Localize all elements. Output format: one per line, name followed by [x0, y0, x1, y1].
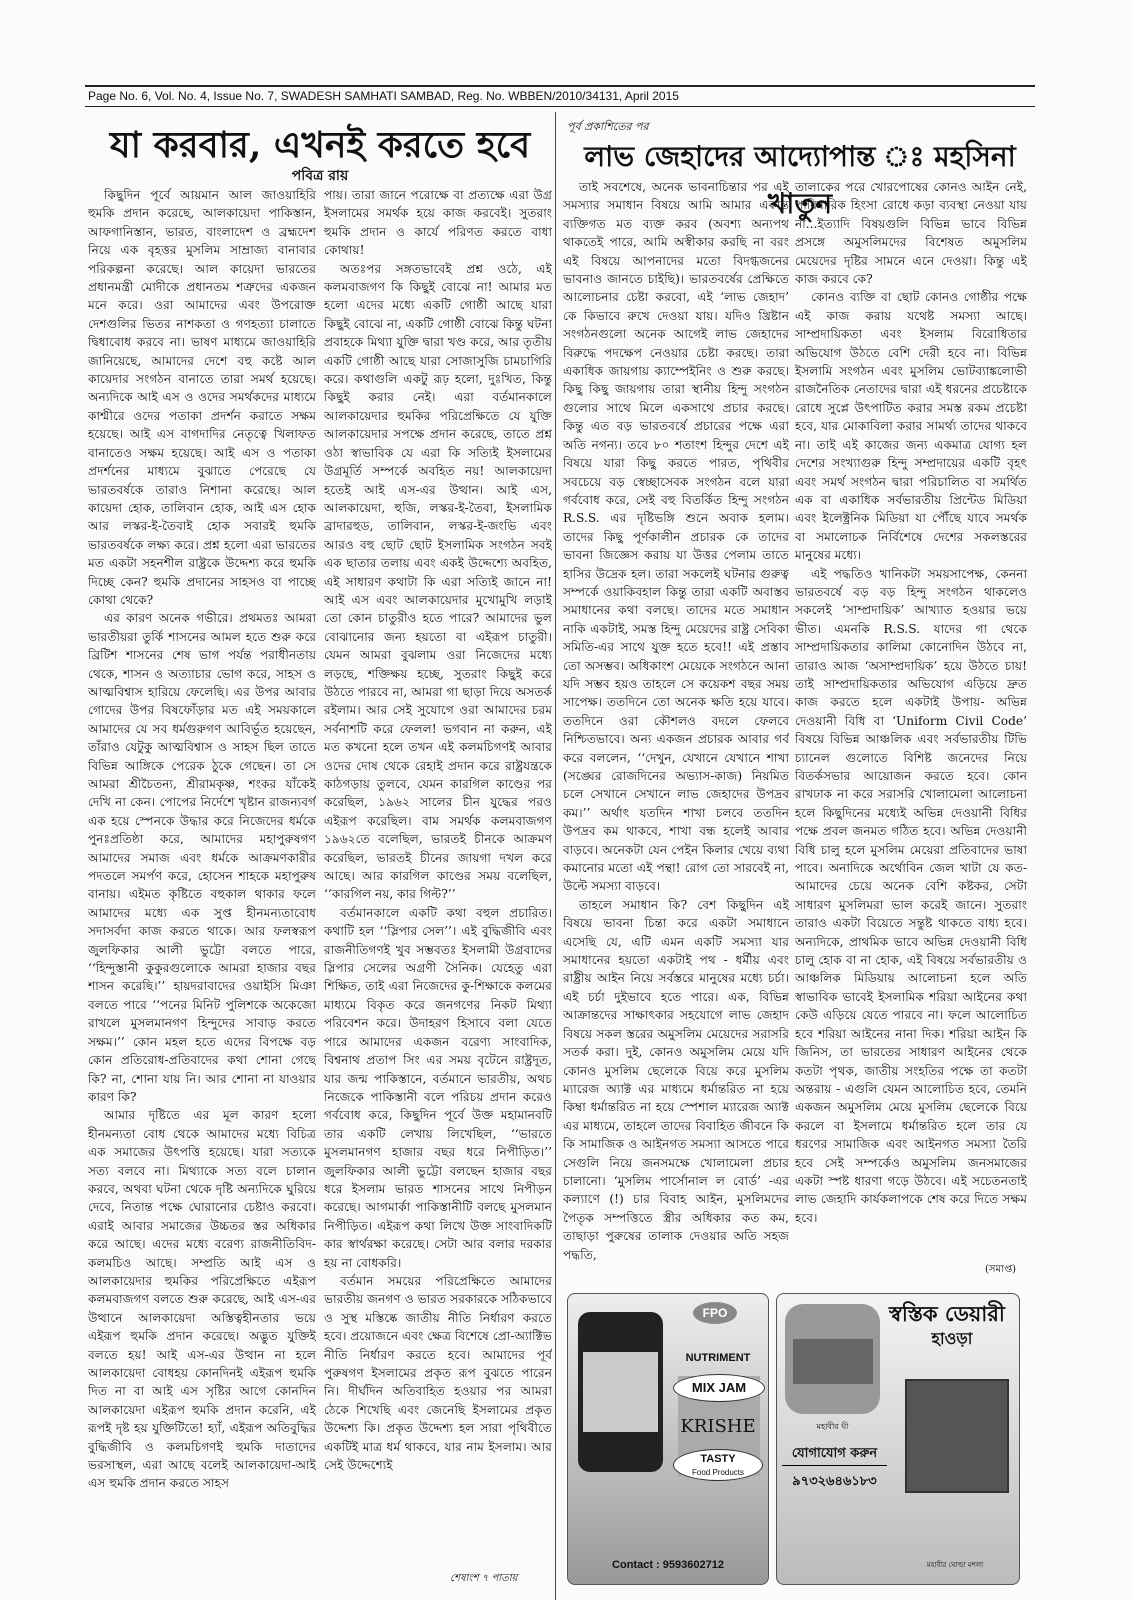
paragraph: তাহলে সমাধান কি? বেশ কিছুদিন এই বিষয়ে ভাবনা চিন্তা করে একটা সমাধানে এসেছি যে, এটি এমন একটি সমস্যা যার সমাধানের হয়তো একটাই পথ - ধর্মীয় এবং রাষ্ট্রীয় আইন নিয়ে সর্বস্তরে মানুষের মধ্যে চর্চা। এই চর্চা দুইভাবে হতে পারে। এক, বিভিন্ন আক্রান্তদের সাক্ষাৎকার সহযোগে লাভ জেহাদ বিষয়ে সকল স্তরের অমুসলিম মেয়েদের সরাসরি সতর্ক করা। দুই, কোনও অমুসলিম মেয়ে যদি কোনও মুসলিম ছেলেকে বিয়ে করে মুসলিম ম্যারেজ অ্যাক্ট এর মাধ্যমে ধর্মান্তরিত না হয়ে কিম্বা ধর্মান্তরিত না হয়ে স্পেশাল ম্যারেজ অ্যাক্ট এর মাধ্যমে, তাহলে তাদের বিবাহিত জীবনে কি কি সামাজিক ও আইনগত সমস্যা আসতে পারে সেগুলি নিয়ে জনসমক্ষে খোলামেলা প্রচার চালানো। ‘মুসলিম পার্সোনাল ল বোর্ড’ -এর কল্যাণে (!) চার বিবাহ আইন, মুসলিমদের পৈতৃক সম্পত্তিতে স্ত্রীর অধিকার কত কম, তাছাড়া পুরুষের তালাক দেওয়ার অতি সহজ পদ্ধতি,	[563, 897, 789, 1262]
article-2-kicker: পূর্ব প্রকাশিতের পর	[567, 120, 649, 133]
product-caption: মহাবীর ঘী	[816, 1422, 849, 1431]
dairy-title: স্বস্তিক ডেয়ারী	[889, 1301, 1005, 1326]
tasty-label	[673, 1449, 763, 1481]
end-mark: (সমাপ্ত)	[985, 1264, 1017, 1275]
swastik-dairy-advertisement	[776, 1293, 1020, 1585]
paragraph: এই পদ্ধতিও খানিকটা সময়সাপেক্ষ, কেননা ভারতবর্ষে বড় বড় হিন্দু সংগঠন থাকলেও সকলেই ‘সাম্প্রদায়িক’ আখ্যাত হওয়ার ভয়ে ভীত। এমনকি R.S.S. যাদের গা থেকে সাম্প্রদায়িকতার কালিমা কোনোদিন উঠবে না, তারাও আজ ‘অসাম্প্রদায়িক’ হয়ে উঠতে চায়! তাই সাম্প্রদায়িকতার অভিযোগ এড়িয়ে দ্রুত কাজ করতে হলে একটাই উপায়- অভিন্ন দেওয়ানী বিধি বা ‘Uniform Civil Code’ বিষয়ে বিভিন্ন আঞ্চলিক এবং সর্বভারতীয় টিভি চ্যানেল গুলোতে বিশিষ্ট জনেদের নিয়ে বিতর্কসভার আয়োজন করতে হবে। কোন রাখঢাক না করে সরাসরি খোলামেলা আলোচনা হলে কিছুদিনের মধ্যেই অভিন্ন দেওয়ানী বিধির পক্ষে প্রবল জনমত গঠিত হবে। অভিন্ন দেওয়ানী বিধি চালু হলে মুসলিম মেয়েরা প্রতিবাদের ভাষা পাবে। অনাদিকে অর্থোবিন জেল খাটা যে কত- আমাদের চেয়ে অনেক বেশি কষ্টকর, সেটা সাধারণ মুসলিমরা ভাল করেই জানে। সুতরাং তারাও একটা বিয়েতে সন্তুষ্ট থাকতে বাধ্য হবে। অন্যদিকে, প্রাথমিক ভাবে অভিন্ন দেওয়ানী বিধি চালু হোক বা না হোক, এই বিষয়ে সর্বভারতীয় ও আঞ্চলিক মিডিয়ায় আলোচনা হলে অতি স্বাভাবিক ভাবেই ইসলামিক শরিয়া আইনের কথা কেউ এড়িয়ে যেতে পারবে না। ফলে আলোচিত হবে শরিয়া আইনের নানা দিক। শরিয়া আইন কি জিনিস, তা ভারতের সাধারণ আইনের থেকে কতটা পৃথক, জাতীয় সংহতির পক্ষে তা কতটা অন্তরায় - এগুলি যেমন আলোচিত হবে, তেমনি একজন অমুসলিম মেয়ে মুসলিম ছেলেকে বিয়ে করলে বা ইসলামে ধর্মান্তরিত হলে তার যে ধরণের সামাজিক এবং আইনগত সমস্যা তৈরি হবে সেই সম্পর্কেও অমুসলিম জনসমাজের একটা স্পষ্ট ধারণা গড়ে উঠবে। এই সচেতনতাই লাভ জেহাদি কার্যকলাপকে শেষ করে দিতে সক্ষম হবে।	[795, 566, 1027, 1225]
article-2-column-1	[563, 178, 789, 1263]
paragraph: এর কারণ অনেক গভীরে। প্রথমতঃ আমরা ভারতীয়রা তুর্কি শাসনের আমল হতে শুরু করে ব্রিটিশ শাসনের শেষ ভাগ পর্যন্ত পরাধীনতায় থেকে, শাসন ও অত্যাচার ভোগ করে, সাহস ও আত্মবিশ্বাস হারিয়ে ফেলেছি। এর উপর আবার গোদের উপর বিষফোঁড়ার মত এই সময়কালে আমাদের যে সব ধর্মগুরুগণ আবির্ভূত হয়েছেন, তাঁরাও যেটুকু আত্মবিশ্বাস ও সাহস ছিল তাতে বিভিন্ন আঙ্গিকে পেরেক ঠুকে গেছেন। তা সে আমরা শ্রীচৈতন্য, শ্রীরামকৃষ্ণ, শংকর যাঁকেই দেখি না কেন। পোপের নির্দেশে খৃষ্টান রাজন্যবর্গ এক হয়ে স্পেনকে উদ্ধার করে নিজেদের ধর্মকে পুনঃপ্রতিষ্ঠা করে, আমাদের মহাপুরুষগণ আমাদের সমাজ এবং ধর্মকে আক্রমণকারীর পদতলে সমর্পণ করে, হোসেন শাহকে মহাপুরুষ বানায়। এইমত কৃষ্টিতে বহুকাল থাকার ফলে আমাদের মধ্যে এক সুপ্ত হীনমন্যতাবোধ সদাসর্বদা কাজ করতে থাকে। আর ফলস্বরূপ জুলফিকার আলী ভুট্টো বলতে পারে, ‘‘হিন্দুস্তানী কুকুরগুলোকে আমরা হাজার বছর শাসন করেছি।’’ হায়দরাবাদের ওয়াইসি মিঞা বলতে পারে ‘‘পনের মিনিট পুলিশকে অকেজো রাখলে মুসলমানগণ হিন্দুদের সাবাড় করতে সক্ষম।’’ কোন মহল হতে এদের বিপক্ষে বড় কোন প্রতিরোধ-প্রতিবাদের কথা শোনা গেছে কি? না, শোনা যায় নি। আর শোনা না যাওয়ার কারণ কি?	[88, 611, 316, 1104]
tasty-text: TASTY	[700, 1453, 736, 1465]
paragraph: কিছুদিন পূর্বে আয়মান আল জাওয়াহিরি হুমকি প্রদান করেছে, আলকায়েদা পাকিস্তান, আফগানিস্তান, ভারত, বাংলাদেশ ও ব্রহ্মদেশ নিয়ে এক বৃহত্তর মুসলিম সাম্রাজ্য বানাবার পরিকল্পনা করেছে। আল কায়েদা ভারতের প্রধানমন্ত্রী মোদীকে প্রধানতম শত্রুদের একজন মনে করে। ওরা আমাদের এবং উপরোক্ত দেশগুলির ভিতর নাশকতা ও গণহত্যা চালাতে দ্বিধাবোধ করবে না। ভাষণ মাধ্যমে জাওয়াহিরি জানিয়েছে, আমাদের দেশে বহু কষ্টে আল কায়েদার সংগঠন বানাতে তারা সমর্থ হয়েছে। অন্যদিকে আই এস ও ওদের সমর্থকদের মাধ্যমে কাশ্মীরে ওদের পতাকা প্রদর্শন করাতে সক্ষম হয়েছে। আই এস বাগদাদির নেতৃত্বে খিলাফত বানাতেও সক্ষম হয়েছে। আই এস ও পতাকা প্রদর্শনের মাধ্যমে বুঝাতে পেরেছে যে ভারতবর্ষকে তারাও নিশানা করেছে। আল কায়েদা হোক, তালিবান হোক, আই এস হোক আর লস্কর-ই-তৈবাই হোক সবারই হুমকি ভারতবর্ষকে লক্ষ্য করে। প্রশ্ন হলো এরা ভারতের মত একটা সহনশীল রাষ্ট্রকে উদ্দেশ্য করে হুমকি দিচ্ছে কেন? হুমকি প্রদানের সাহসও বা পাচ্ছে কোথা থেকে?	[88, 188, 316, 607]
article-1-headline: যা করবার, এখনই করতে হবে	[109, 124, 531, 166]
paragraph: পায়। তারা জানে পরোক্ষে বা প্রত্যক্ষে এরা উগ্র ইসলামের সমর্থক হয়ে কাজ করবেই। সুতরাং হুমকি প্রদান ও কার্যে পরিণত করতে বাধা কোথায়!	[324, 188, 552, 258]
article-2-column-2	[795, 178, 1027, 1263]
nutriment-label: NUTRIMENT	[685, 1352, 751, 1364]
paragraph: বর্তমান সময়ের পরিপ্রেক্ষিতে আমাদের ভারতীয় জনগণ ও ভারত সরকারকে সঠিকভাবে ও সুস্থ মস্তিষ্কে জাতীয় নীতি নির্ধারণ করতে হবে। প্রয়োজনে এবং ক্ষেত্র বিশেষে প্রো-অ্যাক্টিভ নীতি নির্ধারণ করতে হবে। আমাদের পূর্ব পুরুষগণ ইসলামের প্রকৃত রূপ বুঝতে পারেন নি। দীর্ঘদিন অতিবাহিত হওয়ার পর আমরা ঠেকে শিখেছি এবং জেনেছি ইসলামের প্রকৃত উদ্দেশ্য কি। প্রকৃত উদ্দেশ্য হল সারা পৃথিবীতে একটিই মাত্র ধর্ম থাকবে, যার নাম ইসলাম। আর সেই উদ্দেশ্যেই	[324, 1273, 552, 1473]
paragraph: বর্তমানকালে একটি কথা বহুল প্রচারিত। কথাটি হল ‘‘স্লিপার সেল’’। এই বুদ্ধিজীবি এবং রাজনীতিগণই খুব সম্ভবতঃ ইসলামী উগ্রবাদের স্লিপার সেলের অগ্রণী সৈনিক। যেহেতু এরা শিক্ষিত, তাই এরা নিজেদের কু-শিক্ষাকে কলমের মাধ্যমে বিকৃত করে জনগণের নিকট মিথ্যা পরিবেশন করে। উদাহরণ হিসাবে বলা যেতে পারে আমাদের একজন বরেণ্য সাংবাদিক, বিশ্বনাথ প্রতাপ সিং এর সময় বৃটেনে রাষ্ট্রদূত, যার জন্ম পাকিস্তানে, বর্তমানে ভারতীয়, অথচ নিজেকে পাকিস্তানী বলে পরিচয় প্রদান করেও গর্ববোধ করে, কিছুদিন পূর্বে উক্ত মহামানবটি তার একটি লেখায় লিখেছিল, ‘‘ভারতে মুসলমানগণ হাজার বছর ধরে নিপীড়িত।’’ জুলফিকার আলী ভুট্টো বলছেন হাজার বছর ধরে ইসলাম ভারত শাসনের সাথে নিপীড়ন করেছে। আগমার্কা পাকিস্তানীটি বলছে মুসলমান নিপীড়িত। এইরূপ কথা লিখে উক্ত সাংবাদিকটি কার স্বার্থরক্ষা করেছে। সেটা আর বলার দরকার হয় না বোধকরি।	[324, 905, 552, 1270]
ad-contact: Contact : 9593602712	[612, 1559, 724, 1571]
paragraph: কোনও ব্যক্তি বা ছোট কোনও গোষ্ঠীর পক্ষে এই কাজ করায় যথেষ্ট সমস্যা আছে। সাম্প্রদায়িকতা এবং ইসলাম বিরোধিতার অভিযোগ উঠতে বেশি দেরী হবে না। বিভিন্ন ইসলামি সংগঠন এবং মুসলিম ভোটব্যাঙ্কলোভী রাজনৈতিক নেতাদের দ্বারা এই ধরনের প্রচেষ্টাকে রোধে সুপ্লে উৎপাটিত করার সমস্ত রকম প্রচেষ্টা হবে, যার মোকাবিলা করার সামর্থ্য তাদের থাকবে না। তাই এই কাজের জন্য একমাত্র যোগ্য হল দেশের সংখ্যাগুরু হিন্দু সম্প্রদায়ের একটি বৃহৎ এবং সমর্থ সংগঠন দ্বারা পরিচালিত বা সমর্থিত এক বা একাধিক সর্বভারতীয় প্রিন্টেড মিডিয়া এবং ইলেক্ট্রনিক মিডিয়া যা পৌঁছে যাবে সমর্থক বা সমালোচক নির্বিশেষে দেশের সকলস্তরের মানুষের মধ্যে।	[795, 290, 1027, 563]
paragraph: অতঃপর সঙ্গতভাবেই প্রশ্ন ওঠে, এই কলমবাজগণ কি কিছুই বোঝে না! আমার মত হলো এদের মধ্যে একটি গোষ্ঠী আছে যারা কিছুই বোঝে না, একটি গোষ্ঠী বোঝে কিন্তু ঘটনা প্রবাহকে মিথ্যা যুক্তি দ্বারা খণ্ড করে, আর তৃতীয় একটি গোষ্ঠী আছে যারা সোজাসুজি চামচাগিরি করে। কথাগুলি একটু রূঢ় হলো, দুঃখিত, কিন্তু কিছুই করার নেই। এরা বর্তমানকালে আলকায়েদার হুমকির পরিপ্রেক্ষিতে যে যুক্তি আলকায়েদার সপক্ষে প্রদান করেছে, তাতে প্রশ্ন ওঠা স্বাভাবিক যে এরা কি সত্যিই ইসলামের উগ্রমূর্তি সম্পর্কে অবহিত নয়! আলকায়েদা হতেই আই এস-এর উত্থান। আই এস, আলকায়েদা, হুজি, লস্কর-ই-তৈবা, ইসলামিক ব্রাদারহুড, তালিবান, লস্কর-ই-জংভি এবং আরও বহু ছোট ছোট ইসলামিক সংগঠন সবই এক ছাতার তলায় এবং একই উদ্দেশ্যে অবহিত, এই সাধারণ কথাটা কি এরা সত্যিই জানে না! আই এস এবং আলকায়েদার মুখোমুখি লড়াই তো কোন চাতুরীও হতে পারে? আমাদের ভুল বোঝানোর জন্য হয়তো বা এইরূপ চাতুরী। যেমন আমরা বুঝলাম ওরা নিজেদের মধ্যে লড়ছে, শক্তিক্ষয় হচ্ছে, সুতরাং কিছুই করে উঠতে পারবে না, আমরা গা ছাড়া দিয়ে অসতর্ক রইলাম। আর সেই সুযোগে ওরা আমাদের চরম সর্বনাশটি করে ফেলল! ভগবান না করুন, এই মত কখনো হলে তখন এই কলমচিগণই আবার ওদের দোষ থেকে রেহাই প্রদান করে রাষ্ট্রযন্ত্রকে কাঠগড়ায় তুলবে, যেমন কারগিল কাণ্ডের পর করেছিল, ১৯৬২ সালের চীন যুদ্ধের পরও এইরূপ করেছিল। বাম সমর্থক কলমবাজগণ ১৯৬২তে বলেছিল, ভারতই চীনকে আক্রমণ করেছিল, ভারতই চীনের জায়গা দখল করে আছে। আর কারগিল কাণ্ডের সময় বলেছিল, ‘‘কারগিল নয়, কার গিল্ট?’’	[324, 261, 552, 902]
krishe-brand: KRISHE	[680, 1416, 756, 1437]
mix-jam-label: MIX JAM	[673, 1374, 765, 1402]
dairy-phone: ৯৭৩২৬৪৬১৮৩	[792, 1474, 877, 1489]
article-1-column-1	[88, 186, 316, 1586]
jam-jar-image	[578, 1312, 663, 1472]
article-2-headline: লাভ জেহাদের আদ্যোপান্ত ঃ মহসিনা খাতুন	[584, 140, 1016, 220]
continued-note: শেষাংশ ৭ পাতায়	[450, 1573, 518, 1584]
contact-label: যোগাযোগ করুন	[782, 1444, 887, 1466]
column-divider	[555, 112, 556, 1600]
article-1-byline: পবিত্র রায়	[291, 168, 349, 184]
paragraph: তালাকের পরে খোরপোষের কোনও আইন নেই, পারিবারিক হিংসা রোধে কড়া ব্যবস্থা নেওয়া যায় না...ইত্যাদি বিষয়গুলি বিভিন্ন ভাবে বিভিন্ন প্রসঙ্গে অমুসলিমদের বিশেষত অমুসলিম মেয়েদের দৃষ্টির সামনে এনে দেওয়া। কিন্তু এই কাজ করবে কে?	[795, 180, 1027, 287]
paragraph: তাই সবশেষে, অনেক ভাবনাচিন্তার পর এই সমস্যার সমাধান বিষয়ে আমি আমার একান্ত ব্যক্তিগত মত ব্যক্ত করব (অবশ্য অন্যপথ থাকতেই পারে, আমি অস্বীকার করছি না বরং এই বিষয়ে আপনাদের মতো বিদগ্ধজনের ভাবনাও জানতে চাইছি)। ভারতবর্ষের প্রেক্ষিতে আলোচনার চেষ্টা করবো, এই ‘লাভ জেহাদ’ কে কিভাবে রুখে দেওয়া যায়। যদিও খ্রিষ্টান সংগঠনগুলো অনেক আগেই লাভ জেহাদের বিরুদ্ধে পদক্ষেপ নেওয়ার চেষ্টা করছে। তারা একাধিক জায়গায় ক্যাম্পেইনিং ও শুরু করছে। কিছু কিছু জায়গায় তারা স্থানীয় হিন্দু সংগঠন গুলোর সাথে মিলে একসাথে প্রচার করছে। কিন্তু এত বড় ভারতবর্ষে প্রচারের পক্ষে এরা অতি নগন্য। তবে ৮০ শতাংশ হিন্দুর দেশে এই বিষয়ে যারা কিছু করতে পারত, পৃথিবীর সবচেয়ে বড় স্বেচ্ছাসেবক সংগঠন বলে যারা গর্ববোধ করে, সেই বহু বিতর্কিত হিন্দু সংগঠন R.S.S. এর দৃষ্টিভঙ্গি শুনে অবাক হলাম। তাদের কিছু পূর্ণকালীন প্রচারক কে তাদের ভাবনা জিজ্ঞেস করায় যা উত্তর পেলাম তাতে হাসির উদ্রেক হল। তারা সকলেই ঘটনার গুরুত্ব সম্পর্কে ওয়াকিবহাল কিন্তু তারা একটি অবাস্তব সমাধানের কথা বলছে। তাদের মতে সমাধান নাকি একটাই, সমস্ত হিন্দু মেয়েদের রাষ্ট্র সেবিকা সমিতি-এর সাথে যুক্ত হতে হবে!! এই প্রস্তাব তো অসম্ভব। অধিকাংশ মেয়েকে সংগঠনে আনা যদি সম্ভব হয়ও তাহলে সে কয়েকশ বছর সময় সাপেক্ষ। ততদিনে তো অনেক ক্ষতি হয়ে যাবে। ততদিনে ওরা কৌশলও বদলে ফেলবে নিশ্চিতভাবে। অন্য একজন প্রচারক আবার গর্ব করে বললেন, ‘‘দেখুন, যেখানে যেখানে শাখা (সঙ্ঘের রোজদিনের অভ্যাস-কাজ) নিয়মিত চলে সেখানে সেখানে লাভ জেহাদের উপদ্রব কম।’’ অর্থাৎ যতদিন শাখা চলবে ততদিন উপদ্রব কম থাকবে, শাখা বন্ধ হলেই আবার বাড়বে। অনেকটা যেন পেইন কিলার খেয়ে ব্যথা কমানোর মতো এই পন্থা! রোগ তো সারবেই না, উল্টে সমস্যা বাড়বে।	[563, 180, 789, 894]
krishe-jam-advertisement	[567, 1293, 769, 1585]
header-rule	[85, 106, 1035, 107]
spice-box-image	[905, 1379, 1009, 1493]
food-products-text: Food Products	[691, 1468, 745, 1477]
fpo-badge: FPO	[693, 1302, 737, 1324]
page-info-line: Page No. 6, Vol. No. 4, Issue No. 7, SWADESH SAMHATI SAMBAD, Reg. No. WBBEN/2010/34131, April 2015	[88, 89, 679, 103]
article-1-column-2	[324, 186, 552, 1586]
ghee-jar-image	[785, 1304, 880, 1414]
dairy-place: হাওড়া	[931, 1329, 973, 1348]
top-rule	[85, 85, 1035, 87]
paragraph: আমার দৃষ্টিতে এর মূল কারণ হলো হীনমন্যতা বোধ থেকে আমাদের মধ্যে বিচিত্র এক সমাজের উৎপত্তি হয়েছে। যারা সত্যকে সত্য বলবে না। মিথ্যাকে সত্য বলে চালান করবে, অথবা ঘটনা থেকে দৃষ্টি অন্যদিকে ঘুরিয়ে দেবে, নিতান্ত পক্ষে ঘোরানোর চেষ্টাও করবো। এরাই আবার সমাজের উচ্চতর স্তর অধিকার করে আছে। এদের মধ্যে বরেণ্য রাজনীতিবিদ-কলমচিও আছে। সম্প্রতি আই এস ও আলকায়েদার হুমকির পরিপ্রেক্ষিতে এইরূপ কলমবাজগণ বলতে শুরু করেছে, আই এস-এর উত্থানে আলকায়েদা অস্তিত্বহীনতার ভয়ে এইরূপ হুমকি প্রদান করেছে। অদ্ভুত যুক্তিই বলতে হয়! আই এস-এর উত্থান না হলে আলকায়েদা বোধহয় কোনদিনই এইরূপ হুমকি দিত না বা আই এস সৃষ্টির আগে কোনদিন আলকায়েদা এইরূপ হুমকি প্রদান করেনি, এই রূপই দৃষ্ট হয় যুক্তিটিতে! হ্যাঁ, এইরূপ অতিবুদ্ধির বুদ্ধিজীবি ও কলমচিগণই হুমকি দাতাদের ভরসাস্থল, এরা আছে বলেই আলকায়েদা-আই এস হুমকি প্রদান করতে সাহস	[88, 1108, 316, 1491]
box-caption: মহাবীর ঘোল্ডা মশলা	[926, 1561, 984, 1569]
